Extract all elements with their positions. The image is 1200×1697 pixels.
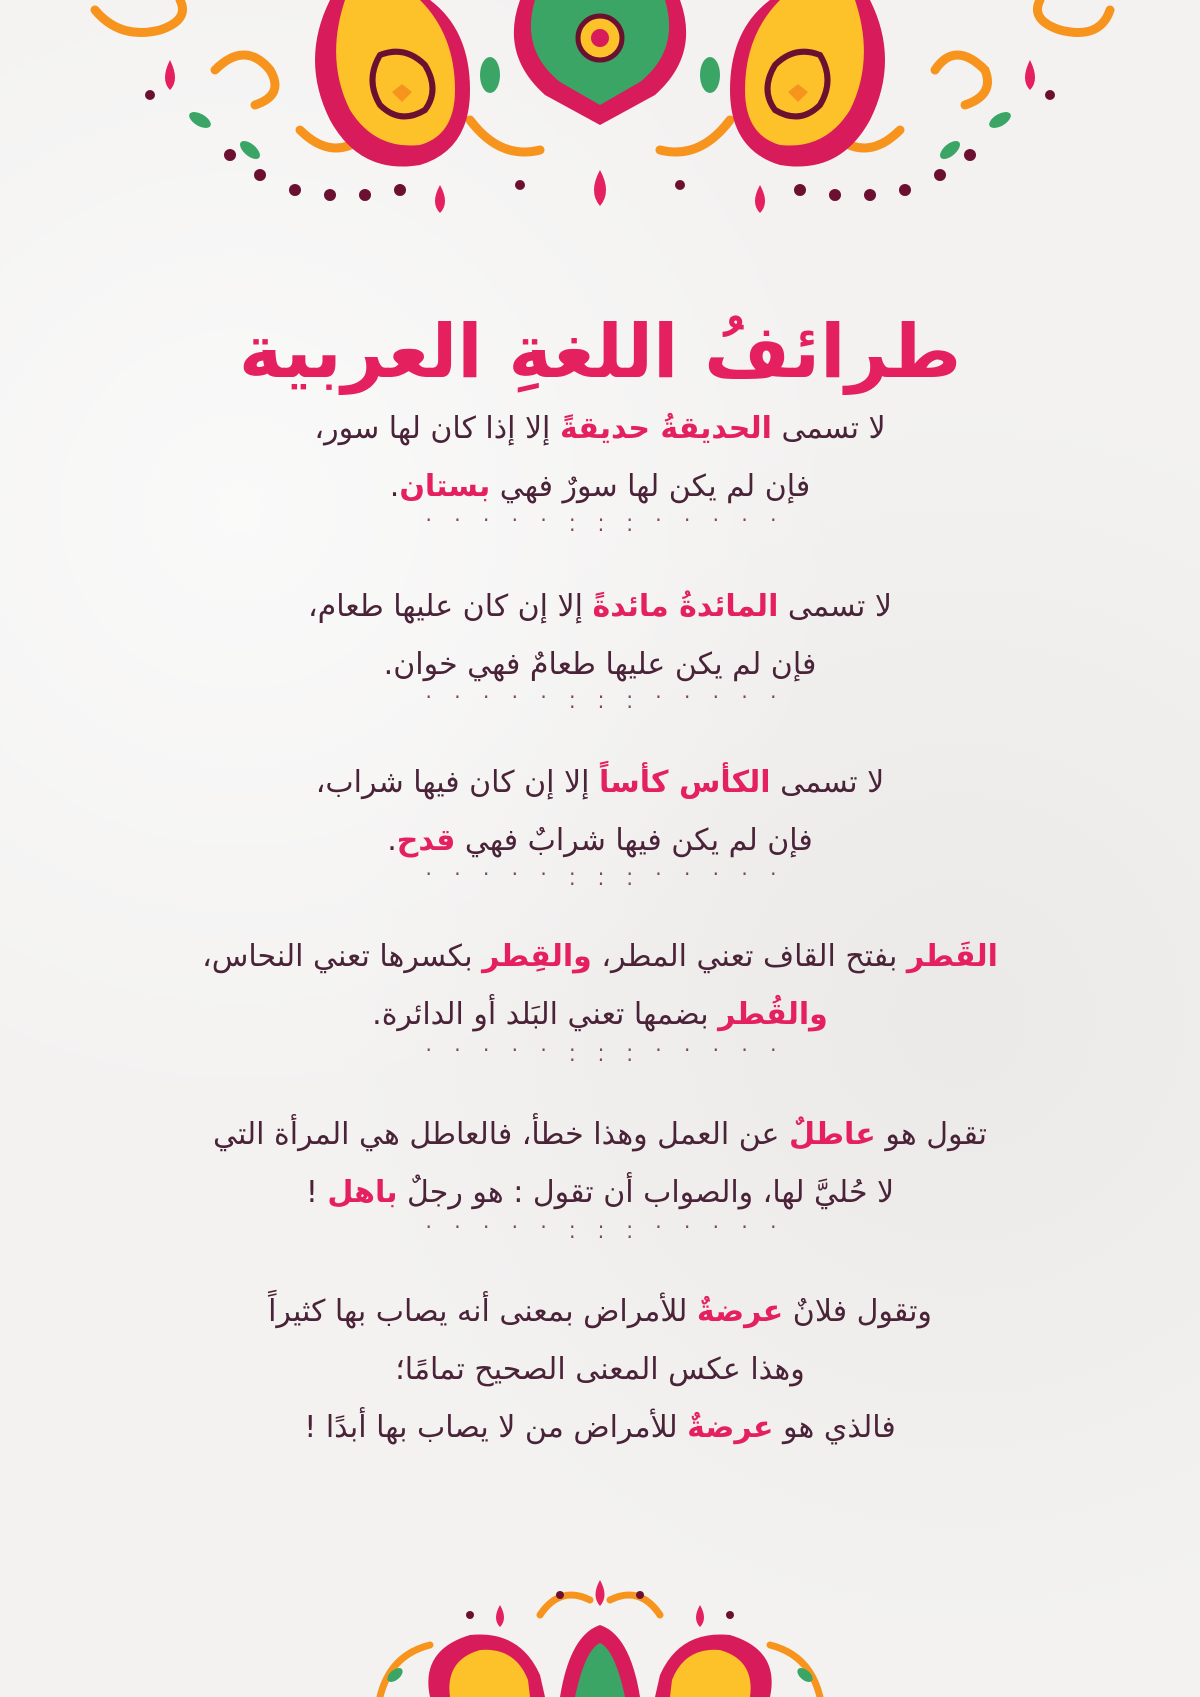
highlighted-term: عرضةٌ — [696, 1294, 784, 1329]
text-segment: عن العمل وهذا خطأ، فالعاطل هي المرأة التي — [212, 1117, 789, 1152]
highlighted-term: عاطلٌ — [789, 1117, 876, 1152]
text-line — [100, 1164, 1100, 1222]
highlighted-term: والقِطر — [482, 939, 592, 974]
text-segment: للأمراض من لا يصاب بها أبدًا ! — [304, 1410, 688, 1445]
text-line — [100, 986, 1100, 1044]
page-title: طرائفُ اللغةِ العربية — [238, 308, 962, 395]
text-block — [100, 1106, 1100, 1222]
text-segment: فإن لم يكن فيها شرابٌ فهي — [455, 823, 813, 858]
dotted-divider: · · · · · · · · · · · · · · · · — [425, 1215, 785, 1249]
top-mandala-ornament — [0, 0, 1200, 235]
text-line — [100, 754, 1100, 812]
highlighted-term: والقُطر — [718, 997, 828, 1032]
dotted-divider: · · · · · · · · · · · · · · · · — [425, 508, 785, 542]
text-segment: إلا إن كان فيها شراب، — [315, 765, 600, 800]
text-segment: بفتح القاف تعني المطر، — [591, 939, 907, 974]
highlighted-term: باهل — [327, 1175, 398, 1210]
text-segment: للأمراض بمعنى أنه يصاب بها كثيراً — [268, 1294, 697, 1329]
text-line — [100, 400, 1100, 458]
dotted-divider: · · · · · · · · · · · · · · · · — [425, 685, 785, 719]
text-segment: فإن لم يكن عليها طعامٌ فهي خوان. — [383, 647, 817, 682]
highlighted-term: القَطر — [906, 939, 998, 974]
highlighted-term: الحديقةُ حديقةً — [559, 411, 772, 446]
text-line — [100, 1341, 1100, 1399]
text-line — [100, 578, 1100, 636]
text-segment: فإن لم يكن لها سورٌ فهي — [490, 469, 811, 504]
highlighted-term: الكأس كأساً — [599, 765, 771, 800]
highlighted-term: المائدةُ مائدةً — [592, 589, 779, 624]
bottom-mandala-ornament — [0, 1575, 1200, 1697]
text-segment: إلا إن كان عليها طعام، — [307, 589, 593, 624]
text-segment: إلا إذا كان لها سور، — [314, 411, 560, 446]
text-segment: بكسرها تعني النحاس، — [202, 939, 483, 974]
text-segment: بضمها تعني البَلد أو الدائرة. — [372, 997, 719, 1032]
text-segment: . — [389, 469, 400, 504]
text-segment: لا حُليَّ لها، والصواب أن تقول : هو رجلٌ — [397, 1175, 895, 1210]
text-line — [100, 1106, 1100, 1164]
text-segment: . — [387, 823, 397, 858]
text-segment: وهذا عكس المعنى الصحيح تمامًا؛ — [395, 1352, 805, 1387]
text-segment: لا تسمى — [770, 765, 885, 800]
text-segment: فالذي هو — [773, 1410, 896, 1445]
highlighted-term: بستان — [399, 469, 491, 504]
text-segment: لا تسمى — [771, 411, 886, 446]
text-segment: تقول هو — [875, 1117, 988, 1152]
text-block — [100, 578, 1100, 694]
text-line — [100, 1283, 1100, 1341]
text-segment: وتقول فلانٌ — [783, 1294, 932, 1329]
text-block — [100, 928, 1100, 1044]
text-block — [100, 1283, 1100, 1457]
highlighted-term: عرضةٌ — [687, 1410, 774, 1445]
text-segment: لا تسمى — [778, 589, 893, 624]
text-line — [100, 1399, 1100, 1457]
dotted-divider: · · · · · · · · · · · · · · · · — [425, 862, 785, 896]
text-block — [100, 400, 1100, 516]
text-line — [100, 928, 1100, 986]
highlighted-term: قدح — [396, 823, 456, 858]
text-block — [100, 754, 1100, 870]
dotted-divider: · · · · · · · · · · · · · · · · — [425, 1038, 785, 1072]
text-segment: ! — [305, 1175, 328, 1210]
